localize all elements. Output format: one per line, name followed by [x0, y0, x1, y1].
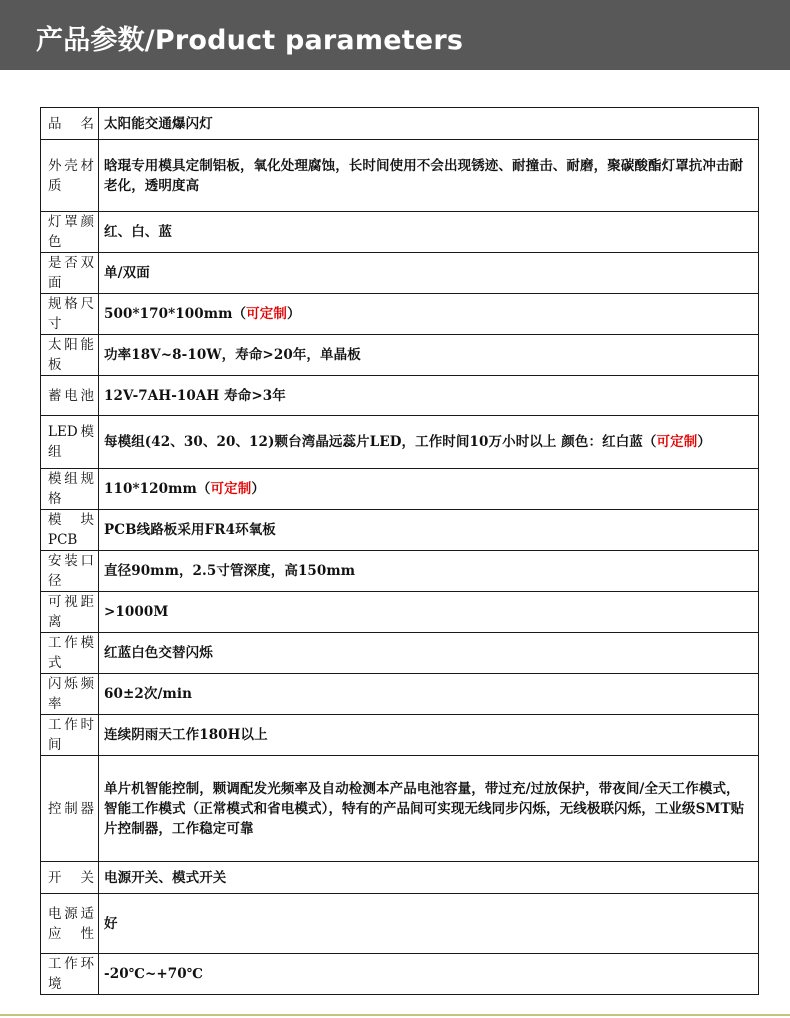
row-label: 可视距离 — [41, 592, 99, 633]
row-label: 太阳能板 — [41, 335, 99, 376]
customizable-note: 可定制 — [656, 434, 698, 450]
row-label: 模块PCB — [41, 510, 99, 551]
table-row — [41, 108, 759, 140]
row-value: PCB线路板采用FR4环氧板 — [99, 510, 759, 551]
parameters-table — [40, 107, 759, 995]
row-value: 连续阴雨天工作180H以上 — [99, 715, 759, 756]
customizable-note: 可定制 — [246, 306, 287, 322]
row-label: 工作时间 — [41, 715, 99, 756]
row-label: 闪烁频率 — [41, 674, 99, 715]
row-label: 蓄电池 — [41, 376, 99, 416]
table-row — [41, 954, 759, 995]
row-value: >1000M — [99, 592, 759, 633]
table-row — [41, 294, 759, 335]
row-value: 单片机智能控制，颗调配发光频率及自动检测本产品电池容量，带过充/过放保护，带夜间/全天工作模式，智能工作模式（正常模式和省电模式），特有的产品间可实现无线同步闪烁，无线极联闪烁，工业级SMT贴片控制器，工作稳定可靠 — [99, 756, 759, 862]
row-value: 500*170*100mm（可定制） — [99, 294, 759, 335]
row-label: 模组规格 — [41, 469, 99, 510]
row-value: 单/双面 — [99, 253, 759, 294]
table-row — [41, 633, 759, 674]
row-value: 12V-7AH-10AH 寿命>3年 — [99, 376, 759, 416]
table-row — [41, 140, 759, 212]
table-row — [41, 212, 759, 253]
row-value: 60±2次/min — [99, 674, 759, 715]
page-title: 产品参数/Product parameters — [36, 25, 464, 56]
row-label: 品名 — [41, 108, 99, 140]
row-label: 规格尺寸 — [41, 294, 99, 335]
row-value: 功率18V~8-10W，寿命>20年，单晶板 — [99, 335, 759, 376]
table-row — [41, 416, 759, 469]
row-value: 晗琨专用模具定制铝板，氧化处理腐蚀，长时间使用不会出现锈迹、耐撞击、耐磨，聚碳酸酯灯罩抗冲击耐老化，透明度高 — [99, 140, 759, 212]
table-row — [41, 469, 759, 510]
row-value: 直径90mm，2.5寸管深度，高150mm — [99, 551, 759, 592]
table-row — [41, 592, 759, 633]
row-label: 灯罩颜色 — [41, 212, 99, 253]
table-row — [41, 674, 759, 715]
table-row — [41, 253, 759, 294]
row-value: 电源开关、模式开关 — [99, 862, 759, 894]
table-row — [41, 335, 759, 376]
row-label: 电源适应性 — [41, 894, 99, 954]
row-value: 太阳能交通爆闪灯 — [99, 108, 759, 140]
customizable-note: 可定制 — [210, 481, 252, 497]
row-value: 红、白、蓝 — [99, 212, 759, 253]
table-row — [41, 756, 759, 862]
row-label: 开关 — [41, 862, 99, 894]
page-header — [0, 0, 790, 70]
row-value: 红蓝白色交替闪烁 — [99, 633, 759, 674]
table-row — [41, 376, 759, 416]
table-row — [41, 894, 759, 954]
row-label: 是否双面 — [41, 253, 99, 294]
row-label: 安装口径 — [41, 551, 99, 592]
row-label: 工作模式 — [41, 633, 99, 674]
table-row — [41, 510, 759, 551]
table-row — [41, 862, 759, 894]
row-label: LED模组 — [41, 416, 99, 469]
table-row — [41, 551, 759, 592]
row-label: 外壳材质 — [41, 140, 99, 212]
row-label: 控制器 — [41, 756, 99, 862]
row-value: 110*120mm（可定制） — [99, 469, 759, 510]
row-label: 工作环境 — [41, 954, 99, 995]
row-value: 每模组(42、30、20、12)颗台湾晶远蕊片LED，工作时间10万小时以上 颜色：红白蓝（可定制） — [99, 416, 759, 469]
row-value: 好 — [99, 894, 759, 954]
table-row — [41, 715, 759, 756]
bottom-divider — [0, 1014, 790, 1016]
row-value: -20℃~+70℃ — [99, 954, 759, 995]
